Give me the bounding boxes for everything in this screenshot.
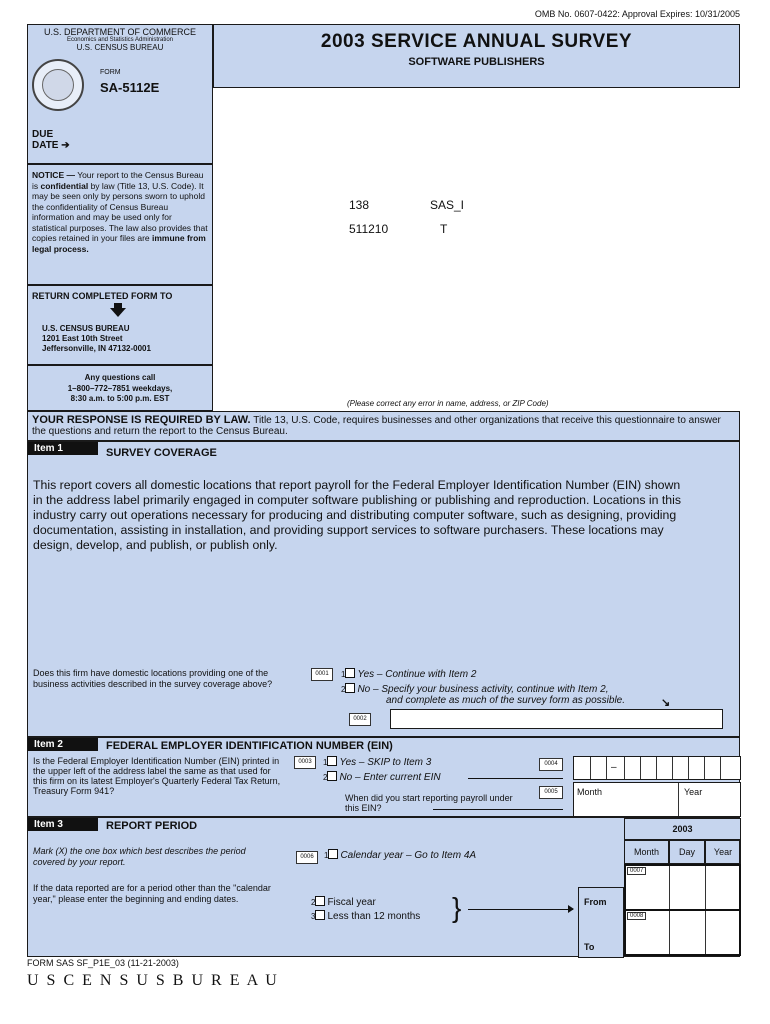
item2-tag: Item 2 (28, 738, 98, 751)
from-label: From (584, 897, 607, 907)
payroll-start-date-input[interactable]: Month Year (573, 782, 741, 817)
item2-code-0003: 0003 (294, 756, 316, 769)
item1-section (27, 441, 740, 737)
arrow-right-icon (568, 905, 574, 913)
item1-heading: SURVEY COVERAGE (106, 447, 217, 459)
ein-input[interactable]: – (573, 756, 741, 780)
item2-option-no[interactable]: 2 No – Enter current EIN (323, 772, 441, 783)
item3-option-fiscal[interactable]: 2 Fiscal year (311, 897, 376, 908)
questions-panel: Any questions call 1–800–772–7851 weekdays, 8:30 a.m. to 5:00 p.m. EST (27, 365, 213, 411)
from-date-input[interactable]: 0007 (624, 864, 741, 911)
form-id-footer: FORM SAS SF_P1E_03 (11-21-2003) (27, 958, 179, 968)
item2-code-0005: 0005 (539, 786, 563, 799)
checkbox[interactable] (345, 683, 355, 693)
item3-tag: Item 3 (28, 818, 98, 831)
item2-code-0004: 0004 (539, 758, 563, 771)
item3-question-1: Mark (X) the one box which best describes the period covered by your report. (33, 846, 246, 867)
brace-icon: } (452, 892, 462, 923)
to-label: To (584, 942, 595, 952)
correction-note: (Please correct any error in name, address, or ZIP Code) (347, 399, 549, 408)
admin-name: Economics and Statistics Administration (66, 37, 174, 43)
item3-code-0006: 0006 (296, 851, 318, 864)
item3-heading: REPORT PERIOD (106, 820, 198, 832)
item3-section: Item 3 REPORT PERIOD Mark (X) the one box which best describes the period covered by your report. 0006 1 Calendar year – Go to Item 4A If the data reported are for a period other than the "calendar year," please enter the beginning and ending dates. 2 Fiscal year 3 Less than 12 months } From To 2003 Month Day Year 0007 0008 (27, 817, 740, 957)
due-date-label: DUE DATE ➔ (32, 129, 70, 151)
item1-body: This report covers all domestic locations that report payroll for the Federal Employer Identification Number (EIN) shown in the address label primarily engaged in computer software publishing or publishing and reproduction. Locations in this industry carry out operations necessary for producing and distributing computer software, such as designing, providing documentation, assisting in installation, and providing support services to software purchasers. These locations may design, develop, and publish, or publish only. (33, 478, 682, 552)
year-2003-header: 2003 (672, 824, 693, 834)
label-code-b: SAS_I (430, 198, 465, 212)
item1-option-no[interactable]: 2 No – Specify your business activity, continue with Item 2, (341, 684, 609, 695)
return-address: U.S. CENSUS BUREAU 1201 East 10th Street Jeffersonville, IN 47132-0001 (42, 324, 151, 353)
title-box (213, 24, 740, 88)
form-number: SA-5112E (100, 80, 160, 95)
item3-option-short[interactable]: 3 Less than 12 months (311, 911, 421, 922)
return-address-panel (27, 285, 213, 365)
dept-name: U.S. DEPARTMENT OF COMMERCE (43, 27, 196, 37)
item2-heading: FEDERAL EMPLOYER IDENTIFICATION NUMBER (EIN) (106, 740, 393, 752)
item1-option-yes[interactable]: 1 Yes – Continue with Item 2 (341, 669, 477, 680)
label-code-d: T (440, 222, 448, 236)
agency-panel (27, 24, 213, 164)
item1-code-0002: 0002 (349, 713, 371, 726)
form-label: FORM (100, 69, 121, 76)
item2-question: Is the Federal Employer Identification Number (EIN) printed in the upper left of the address label the same as that used for this firm on its latest Employer's Quarterly Federal Tax Return, Treasury Form 941? (33, 756, 281, 796)
item1-option-no-cont: and complete as much of the survey form as possible. (386, 695, 626, 706)
checkbox[interactable] (328, 849, 338, 859)
census-wordmark: U S C E N S U S B U R E A U (27, 972, 279, 989)
checkbox[interactable] (315, 910, 325, 920)
required-notice: YOUR RESPONSE IS REQUIRED BY LAW. Title 13, U.S. Code, requires businesses and other organizations that receive this questionnaire to answer the questions and return the report to the Census Bureau. (27, 411, 740, 441)
checkbox[interactable] (315, 896, 325, 906)
business-activity-input[interactable] (390, 709, 723, 729)
to-date-input[interactable]: 0008 (624, 909, 741, 956)
commerce-seal-icon (32, 59, 84, 111)
item2-section (27, 737, 740, 817)
item3-question-2: If the data reported are for a period other than the "calendar year," please enter the beginning and ending dates. (33, 883, 271, 904)
checkbox[interactable] (327, 771, 337, 781)
item1-code-0001: 0001 (311, 668, 333, 681)
item2-option-yes[interactable]: 1 Yes – SKIP to Item 3 (323, 757, 432, 768)
label-code-a: 138 (349, 198, 370, 212)
item2-when-question: When did you start reporting payroll under this EIN? (345, 793, 513, 813)
label-code-c: 511210 (349, 222, 389, 236)
bureau-name: U.S. CENSUS BUREAU (76, 43, 164, 52)
item1-tag: Item 1 (28, 442, 98, 455)
confidentiality-notice: NOTICE — Your report to the Census Bureau is confidential by law (Title 13, U.S. Code). It may be seen only by persons sworn to uphold the confidentiality of Census Bureau information and may be used only for statistical purposes. The law also provides that copies retained in your files are immune from legal process. (27, 164, 213, 285)
checkbox[interactable] (327, 756, 337, 766)
page-title: 2003 SERVICE ANNUAL SURVEY (320, 31, 633, 52)
return-heading: RETURN COMPLETED FORM TO (32, 291, 173, 301)
omb-number: OMB No. 0607-0422: Approval Expires: 10/31/2005 (534, 9, 740, 19)
item1-question: Does this firm have domestic locations providing one of the business activities described in the survey coverage above? (33, 668, 273, 689)
item3-option-calendar[interactable]: 1 Calendar year – Go to Item 4A (324, 850, 477, 861)
page-subtitle: SOFTWARE PUBLISHERS (408, 56, 545, 68)
checkbox[interactable] (345, 668, 355, 678)
down-arrow-icon (110, 308, 126, 317)
pointer-arrow-icon: ↘ (661, 697, 671, 709)
